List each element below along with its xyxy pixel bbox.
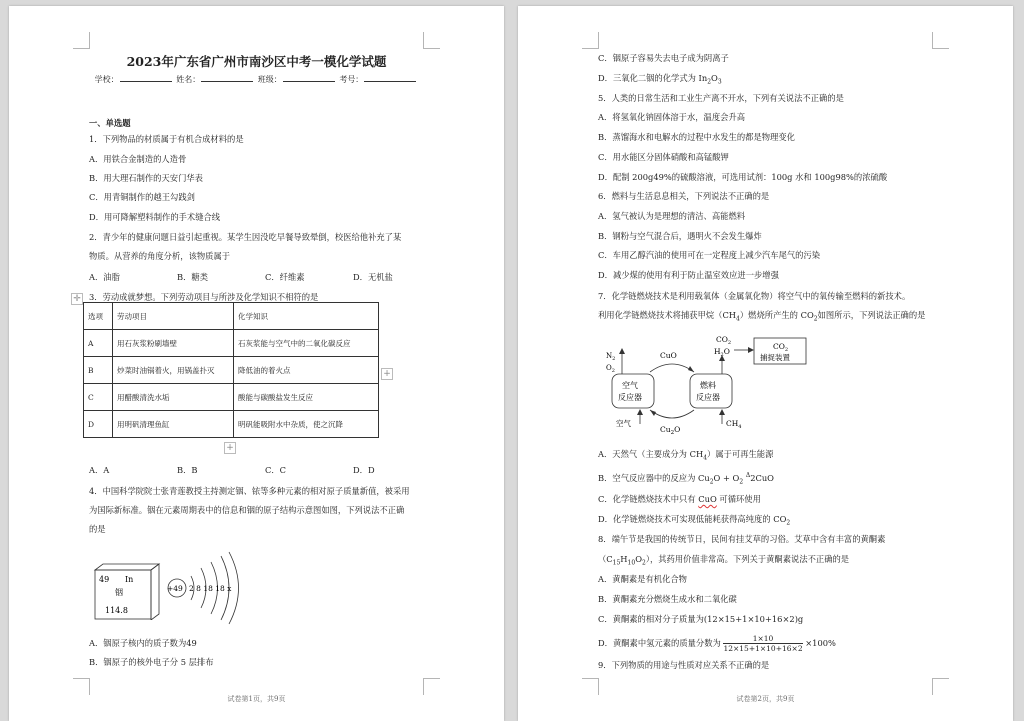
nucleus-charge: +49 xyxy=(167,584,183,593)
fuel-reactor-label: 燃料 xyxy=(700,381,716,390)
page-footer: 试卷第1页，共9页 xyxy=(227,695,286,703)
q6-option-a: A．氢气被认为是理想的清洁、高能燃料 xyxy=(598,211,746,221)
page-1 xyxy=(9,6,504,721)
q7-option-a: A．天然气（主要成分为 $CH_4$）属于可再生能源 xyxy=(598,449,774,462)
q7-stem-2: 利用化学链燃烧技术将捕获甲烷$(CH_4)$燃烧所产生的 $CO_2$如图所示，下列说法正确的是 xyxy=(598,310,926,323)
corner-mark xyxy=(582,678,599,695)
q5-option-a: A．将氢氧化钠固体溶于水，温度会升高 xyxy=(598,112,746,122)
table-row: C 用醋酸清洗水垢 酸能与碳酸盐发生反应 xyxy=(84,384,379,411)
element-card-figure xyxy=(87,562,167,620)
n2-label: $N_2$ xyxy=(606,352,616,362)
page-footer: 试卷第2页，共9页 xyxy=(736,695,795,703)
q7-stem-1: 7．化学链燃烧技术是利用载氧体（金属氧化物）将空气中的氧传输至燃料的新技术。 xyxy=(598,291,911,301)
q4-option-b: B．铟原子的核外电子分 5 层排布 xyxy=(89,657,214,667)
q4-stem-2: 为国际新标准。铟在元素周期表中的信息和铟的原子结构示意图如图，下列说法不正确 xyxy=(89,505,405,515)
atom-structure-figure xyxy=(159,546,249,626)
q4-option-c: C．铟原子容易失去电子成为阴离子 xyxy=(598,53,729,63)
q6-option-d: D．减少煤的使用有利于防止温室效应进一步增强 xyxy=(598,270,779,280)
element-symbol: In xyxy=(125,575,134,584)
o2-label: $O_2$ xyxy=(606,364,615,374)
table-row: A 用石灰浆粉刷墙壁 石灰浆能与空气中的二氧化碳反应 xyxy=(84,330,379,357)
add-column-handle[interactable]: + xyxy=(381,368,393,380)
q4-option-a: A．铟原子核内的质子数为49 xyxy=(89,638,197,648)
capture-label: $CO_2$ xyxy=(773,342,789,353)
corner-mark xyxy=(423,32,440,49)
student-info-line: 学校： 姓名： 班级： 考号： xyxy=(9,74,504,85)
q8-option-b: B．黄酮素充分燃烧生成水和二氧化碳 xyxy=(598,594,737,604)
corner-mark xyxy=(932,678,949,695)
corner-mark xyxy=(582,32,599,49)
svg-text:捕捉装置: 捕捉装置 xyxy=(760,353,790,362)
element-name: 铟 xyxy=(115,588,123,597)
q1-option-b: B．用大理石制作的天安门华表 xyxy=(89,173,203,183)
q6-option-b: B．钢粉与空气混合后，遇明火不会发生爆炸 xyxy=(598,231,762,241)
q8-option-c: C．黄酮素的相对分子质量为(12×15+1×10+16×2)g xyxy=(598,614,804,624)
q3-table xyxy=(83,302,379,438)
table-move-handle[interactable]: ✛ xyxy=(71,293,83,305)
q9-stem: 9．下列物质的用途与性质对应关系不正确的是 xyxy=(598,660,770,670)
q7-option-c: C．化学链燃烧技术中只有 CuO 可循环使用 xyxy=(598,494,761,504)
q5-option-c: C．用水能区分固体硝酸和高锰酸钾 xyxy=(598,152,729,162)
svg-text:反应器: 反应器 xyxy=(696,393,720,402)
add-row-handle[interactable]: + xyxy=(224,442,236,454)
q5-stem: 5．人类的日常生活和工业生产离不开水，下列有关说法不正确的是 xyxy=(598,93,844,103)
q4-option-d: D．三氧化二铟的化学式为 $In_2O_3$ xyxy=(598,73,722,86)
electron-shells: 2 8 18 18 x xyxy=(189,584,232,593)
q8-stem-2: $(C_{15}H_{10}O_2)$，其药用价值非常高。下列关于黄酮素说法不正确的是 xyxy=(598,554,850,567)
table-row: B 炒菜时油锅着火，用锅盖扑灭 降低油的着火点 xyxy=(84,357,379,384)
q2-stem-1: 2．青少年的健康问题日益引起重视。某学生因没吃早餐导致晕倒，校医给他补充了某 xyxy=(89,232,402,242)
q1-option-a: A．用铁合金制造的人造骨 xyxy=(89,154,187,164)
svg-text:反应器: 反应器 xyxy=(618,393,642,402)
corner-mark xyxy=(932,32,949,49)
page-2 xyxy=(518,6,1013,721)
corner-mark xyxy=(423,678,440,695)
q1-option-d: D．用可降解塑料制作的手术缝合线 xyxy=(89,212,221,222)
corner-mark xyxy=(73,32,90,49)
q7-option-b: B．空气反应器中的反应为 $Cu_2O + O_2$ $^\Delta$2CuO xyxy=(598,472,774,486)
q6-stem: 6．燃料与生活息息相关，下列说法不正确的是 xyxy=(598,191,770,201)
q1-option-c: C．用青铜制作的越王勾践剑 xyxy=(89,192,195,202)
element-number: 49 xyxy=(99,575,110,584)
cuo-label: CuO xyxy=(660,351,677,360)
element-mass: 114.8 xyxy=(105,606,128,615)
table-header-row: 选项 劳动项目 化学知识 xyxy=(84,303,379,330)
table-row: D 用明矾清理鱼缸 明矾能吸附水中杂质，使之沉降 xyxy=(84,411,379,438)
q1-stem: 1．下列物品的材质属于有机合成材料的是 xyxy=(89,134,244,144)
cu2o-label: $Cu_2O$ xyxy=(660,425,681,436)
ch4-label: $CH_4$ xyxy=(726,419,742,430)
q7-option-d: D．化学链燃烧技术可实现低能耗获得高纯度的 $CO_2$ xyxy=(598,514,791,527)
h2o-label: $H_2O$ xyxy=(714,347,730,358)
corner-mark xyxy=(73,678,90,695)
q2-options: A．油脂 B．糖类 C．纤维素 D．无机盐 xyxy=(89,272,393,282)
fraction-denominator: 12×15+1×10+16×2 xyxy=(723,644,803,653)
section-heading: 一、单选题 xyxy=(89,118,131,128)
co2-label: $CO_2$ xyxy=(716,335,732,346)
q2-stem-2: 物质。从营养的角度分析，该物质属于 xyxy=(89,251,231,261)
air-reactor-label: 空气 xyxy=(622,381,638,390)
q8-option-d: D．黄酮素中氢元素的质量分数为 $\frac{1\times 10}{12\times 15+1\times 10+16\times 2}$ ×100% xyxy=(598,634,836,653)
fraction-numerator: 1×10 xyxy=(723,634,802,644)
exam-title: 2023年广东省广州市南沙区中考一模化学试题 xyxy=(126,54,387,69)
chemical-looping-diagram xyxy=(598,328,808,440)
air-input-label: 空气 xyxy=(616,419,631,428)
q8-stem-1: 8．端午节是我国的传统节日，民间有挂艾草的习俗。艾草中含有丰富的黄酮素 xyxy=(598,534,886,544)
q4-stem-3: 的是 xyxy=(89,524,106,534)
q3-options: A．A B．B C．C D．D xyxy=(89,465,375,475)
q5-option-d: D．配制 200g49%的硫酸溶液，可选用试剂：100g 水和 100g98%的浓硫酸 xyxy=(598,172,888,182)
q4-stem-1: 4．中国科学院院士张青莲教授主持测定铟、铱等多种元素的相对原子质量新值，被采用 xyxy=(89,486,410,496)
q6-option-c: C．车用乙醇汽油的使用可在一定程度上减少汽车尾气的污染 xyxy=(598,250,821,260)
q3-stem: 3．劳动成就梦想。下列劳动项目与所涉及化学知识不相符的是 xyxy=(89,292,319,302)
q5-option-b: B．蒸馏海水和电解水的过程中水发生的都是物理变化 xyxy=(598,132,795,142)
q8-option-a: A．黄酮素是有机化合物 xyxy=(598,574,687,584)
